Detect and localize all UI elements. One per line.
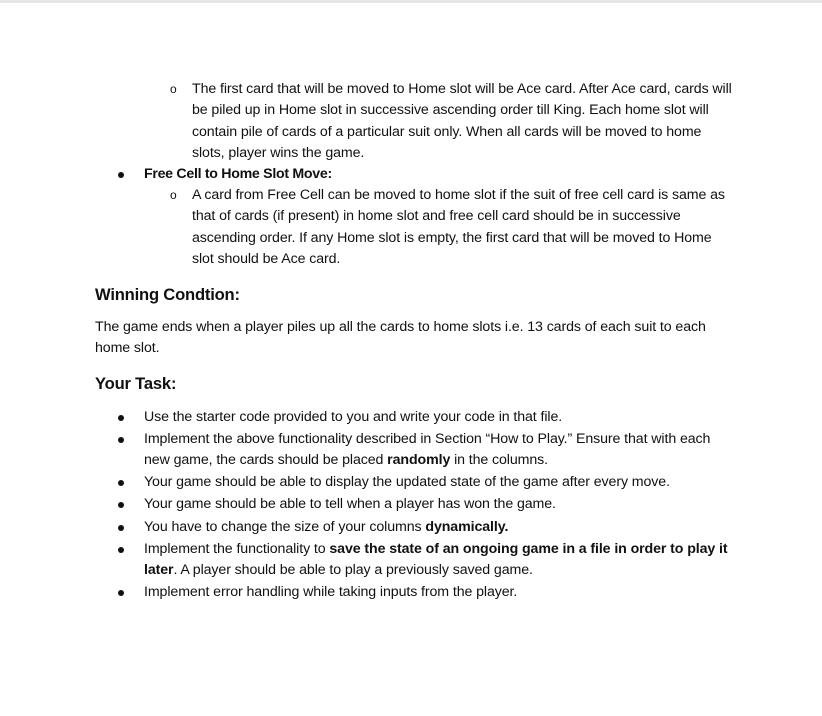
task-item — [144, 472, 734, 493]
bullet-icon — [118, 415, 124, 421]
task-item — [144, 517, 734, 538]
task-item-text: Your game should be able to display the updated state of the game after every move. — [144, 474, 670, 490]
task-item-text: Your game should be able to tell when a player has won the game. — [144, 496, 556, 512]
free-cell-rule-text: A card from Free Cell can be moved to home slot if the suit of free cell card is same as that of cards (if present) in home slot and free cell card should be in successive ascending order. If any Home slot is empty, the first card that will be moved to Home slot should be Ace card. — [192, 187, 725, 268]
winning-condition-text: The game ends when a player piles up all the cards to home slots i.e. 13 cards of each suit to each home slot. — [95, 319, 706, 357]
bullet-icon — [118, 502, 124, 508]
bullet-icon — [118, 525, 124, 531]
task-item-text: Implement the above functionality described in Section “How to Play.” Ensure that with each new game, the cards should be placed — [144, 431, 711, 469]
task-item-bold: save the state of an ongoing game in a file in order to play it later — [144, 541, 728, 579]
task-item — [144, 429, 734, 472]
bullet-icon — [118, 437, 124, 443]
task-item-text: . A player should be able to play a previously saved game. — [173, 562, 533, 579]
bullet-icon — [118, 172, 124, 178]
bullet-icon — [118, 590, 124, 596]
task-item-text: in the columns. — [450, 452, 548, 469]
bullet-icon — [118, 547, 124, 553]
bullet-icon — [118, 480, 124, 486]
your-task-heading: Your Task: — [95, 374, 177, 393]
task-item-bold: randomly — [387, 452, 451, 469]
home-slot-rule-text: The first card that will be moved to Home slot will be Ace card. After Ace card, cards will be piled up in Home slot in successive ascending order till King. Each home slot will contain pile of cards of a particular suit only. When all cards will be moved to home slots, player wins the game. — [192, 81, 732, 162]
winning-condition-heading: Winning Condtion: — [95, 285, 240, 304]
free-cell-move-heading: Free Cell to Home Slot Move: — [144, 166, 332, 182]
task-item — [144, 494, 734, 515]
task-item-bold: dynamically. — [425, 519, 509, 535]
task-item — [144, 582, 734, 603]
task-item-text: Implement the functionality to — [144, 541, 330, 557]
task-item-text: You have to change the size of your columns — [144, 519, 426, 535]
task-item-text: Use the starter code provided to you and write your code in that file. — [144, 409, 563, 425]
task-item — [144, 539, 734, 582]
task-item-text: Implement error handling while taking inputs from the player. — [144, 584, 518, 600]
task-item — [144, 407, 734, 428]
hollow-bullet-icon: o — [170, 188, 177, 202]
hollow-bullet-icon: o — [170, 82, 177, 96]
